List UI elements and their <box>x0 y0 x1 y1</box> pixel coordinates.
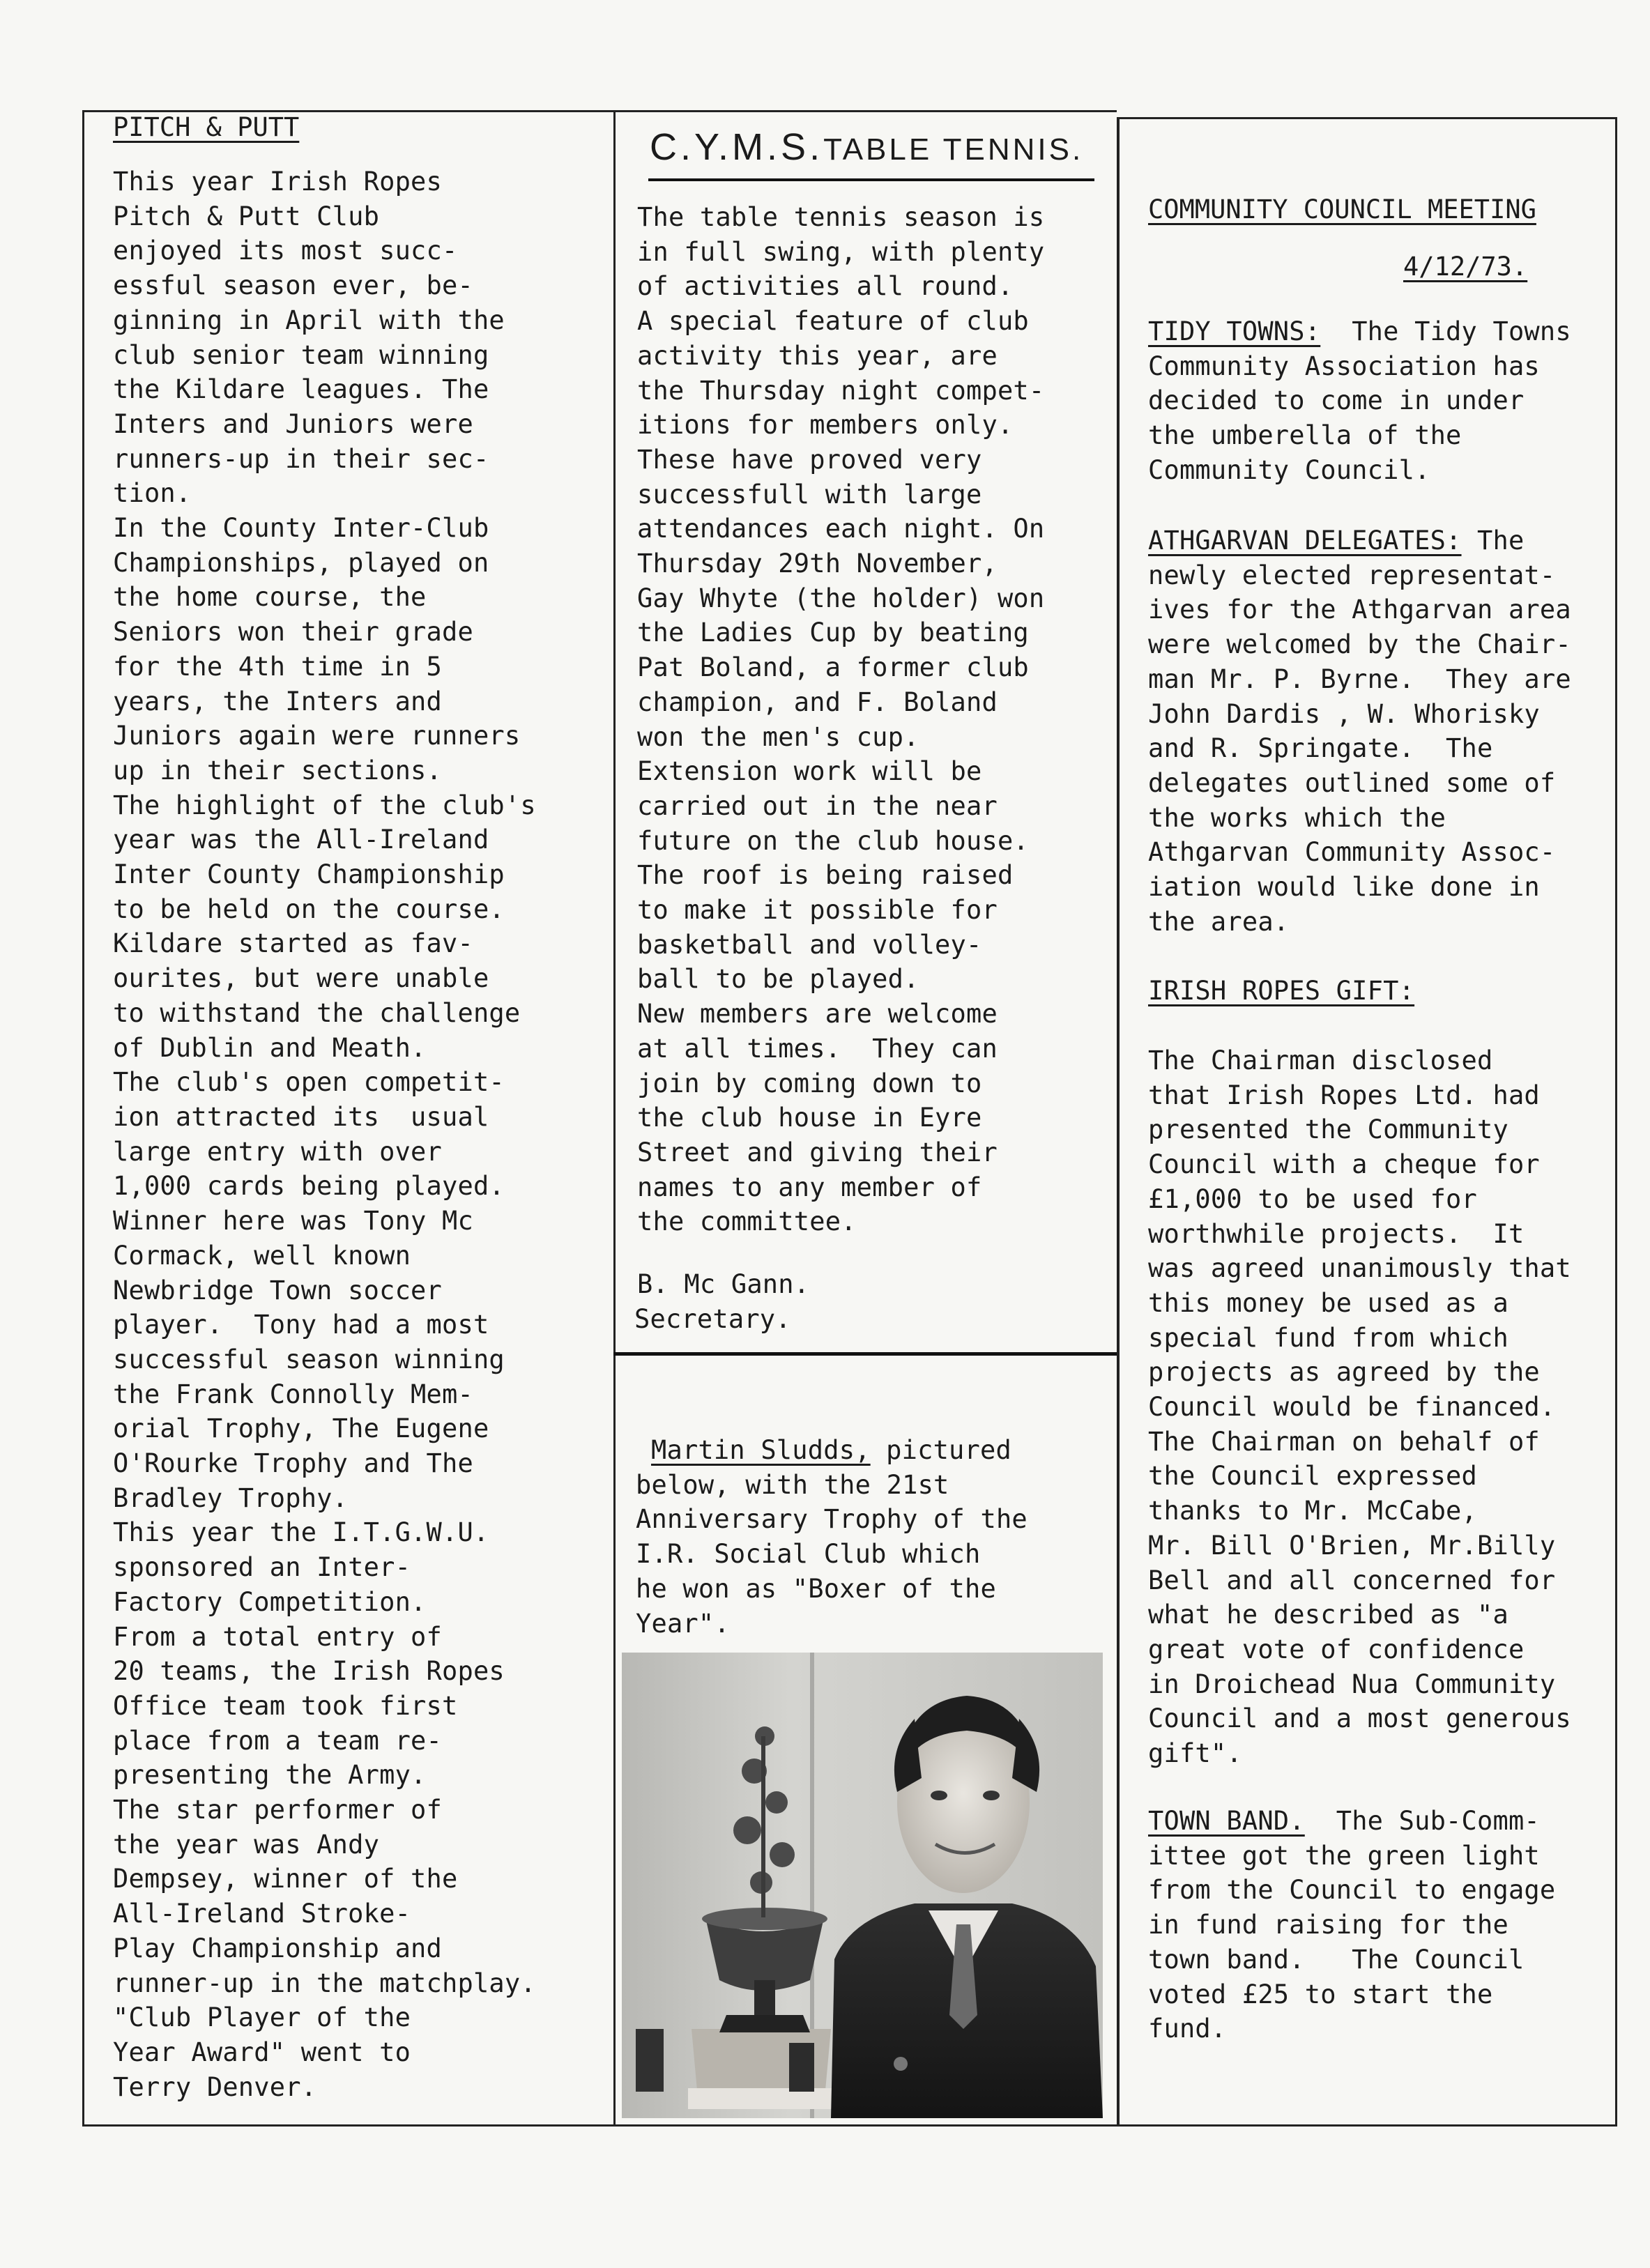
table-tennis-article <box>637 200 1044 1239</box>
text-line: In the County Inter-Club <box>113 513 489 544</box>
text-line: The roof is being raised <box>637 860 1014 891</box>
text-line: gift". <box>1148 1738 1242 1769</box>
text-line: the Thursday night compet- <box>637 375 1045 406</box>
text-line: join by coming down to <box>637 1068 982 1098</box>
text-line: Athgarvan Community Assoc- <box>1148 837 1556 868</box>
text-line: for the 4th time in 5 <box>113 651 442 682</box>
text-line: From a total entry of <box>113 1621 442 1652</box>
text-line: Community Council. <box>1148 454 1430 485</box>
text-line: "Club Player of the <box>113 2002 411 2033</box>
text-line: from the Council to engage <box>1148 1875 1556 1906</box>
table-tennis-heading-prefix: C.Y.M.S. <box>650 126 824 168</box>
text-line: 20 teams, the Irish Ropes <box>113 1656 505 1687</box>
text-line: Year". <box>636 1608 730 1639</box>
text-line: Gay Whyte (the holder) won <box>637 583 1045 613</box>
town-band-heading: TOWN BAND. <box>1148 1806 1305 1836</box>
text-line: the club house in Eyre <box>637 1103 982 1133</box>
text-line: The table tennis season is <box>637 202 1045 232</box>
text-line: projects as agreed by the <box>1148 1357 1540 1388</box>
text-line: place from a team re- <box>113 1725 442 1756</box>
text-line: decided to come in under <box>1148 385 1525 416</box>
text-line: This year the I.T.G.W.U. <box>113 1517 489 1548</box>
text-line: Newbridge Town soccer <box>113 1275 442 1305</box>
text-line: fund. <box>1148 2014 1227 2044</box>
text-line: ourites, but were unable <box>113 963 489 994</box>
text-line: the home course, the <box>113 582 427 613</box>
athgarvan-lines <box>1148 558 1571 940</box>
text-line: won the men's cup. <box>637 721 919 752</box>
text-line: ball to be played. <box>637 964 919 995</box>
text-line: the Kildare leagues. The <box>113 374 489 405</box>
table-tennis-signature <box>634 1267 809 1336</box>
text-line: Council with a cheque for <box>1148 1149 1540 1180</box>
irish-ropes-gift-heading: IRISH ROPES GIFT: <box>1148 976 1415 1006</box>
text-line: O'Rourke Trophy and The <box>113 1448 473 1479</box>
text-line: future on the club house. <box>637 825 1029 856</box>
text-line: This year Irish Ropes <box>113 167 442 197</box>
tidy-towns-section <box>1148 314 1571 488</box>
council-heading: COMMUNITY COUNCIL MEETING <box>1148 194 1536 224</box>
text-line: in fund raising for the <box>1148 1910 1508 1940</box>
text-line: Dempsey, winner of the <box>113 1864 458 1894</box>
text-line: up in their sections. <box>113 755 442 786</box>
text-line: The Chairman on behalf of <box>1148 1426 1540 1457</box>
text-line: Office team took first <box>113 1690 458 1721</box>
text-line: These have proved very <box>637 444 982 475</box>
section-divider <box>613 1352 1117 1356</box>
text-line: Terry Denver. <box>113 2071 317 2102</box>
text-line: Community Association has <box>1148 351 1540 381</box>
text-line: voted £25 to start the <box>1148 1979 1493 2009</box>
photo-caption-first-line: pictured <box>870 1435 1011 1465</box>
pitch-putt-article <box>113 164 536 2104</box>
text-line: The Chairman disclosed <box>1148 1045 1493 1075</box>
text-line: in Droichead Nua Community <box>1148 1669 1556 1699</box>
text-line: the Council expressed <box>1148 1461 1477 1492</box>
text-line: Council would be financed. <box>1148 1392 1556 1423</box>
text-line: the year was Andy <box>113 1829 380 1860</box>
text-line: newly elected representat- <box>1148 560 1556 590</box>
text-line: New members are welcome <box>637 999 998 1029</box>
photo-caption-name: Martin Sludds, <box>651 1435 871 1465</box>
text-line: to withstand the challenge <box>113 997 521 1028</box>
text-line: presented the Community <box>1148 1114 1508 1145</box>
text-line: A special feature of club <box>637 306 1029 337</box>
table-tennis-heading <box>650 125 1083 169</box>
text-line: Play Championship and <box>113 1933 442 1963</box>
photo-caption <box>636 1433 1028 1641</box>
athgarvan-first-line: The <box>1461 526 1525 555</box>
text-line: names to any member of <box>637 1172 982 1202</box>
text-line: Inter County Championship <box>113 859 505 890</box>
text-line: that Irish Ropes Ltd. had <box>1148 1080 1540 1110</box>
text-line: what he described as "a <box>1148 1600 1508 1630</box>
text-line: The club's open competit- <box>113 1067 505 1098</box>
text-line: presenting the Army. <box>113 1760 427 1791</box>
text-line: 1,000 cards being played. <box>113 1171 505 1202</box>
text-line: this money be used as a <box>1148 1287 1508 1318</box>
text-line: ginning in April with the <box>113 305 505 335</box>
text-line: Seniors won their grade <box>113 617 473 648</box>
town-band-lines <box>1148 1839 1555 2046</box>
athgarvan-section <box>1148 523 1571 939</box>
text-line: Pat Boland, a former club <box>637 652 1029 683</box>
signature-title: Secretary. <box>634 1303 791 1334</box>
text-line: and R. Springate. The <box>1148 733 1493 764</box>
text-line: £1,000 to be used for <box>1148 1183 1477 1214</box>
text-line: Council and a most generous <box>1148 1703 1571 1734</box>
text-line: basketball and volley- <box>637 929 982 960</box>
text-line: runners-up in their sec- <box>113 443 489 474</box>
text-line: Kildare started as fav- <box>113 928 473 959</box>
text-line: iation would like done in <box>1148 872 1540 903</box>
athgarvan-heading: ATHGARVAN DELEGATES: <box>1148 526 1462 555</box>
text-line: All-Ireland Stroke- <box>113 1899 411 1929</box>
text-line: at all times. They can <box>637 1033 998 1064</box>
text-line: I.R. Social Club which <box>636 1539 981 1570</box>
irish-ropes-gift-lines <box>1148 1043 1571 1771</box>
text-line: of activities all round. <box>637 271 1014 302</box>
text-line: the area. <box>1148 906 1290 937</box>
text-line: Thursday 29th November, <box>637 549 998 579</box>
text-line: carried out in the near <box>637 790 998 821</box>
text-line: player. Tony had a most <box>113 1310 489 1340</box>
text-line: Mr. Bill O'Brien, Mr.Billy <box>1148 1530 1556 1561</box>
text-line: Street and giving their <box>637 1137 998 1167</box>
text-line: The highlight of the club's <box>113 790 536 820</box>
tidy-towns-lines <box>1148 349 1571 488</box>
text-line: ives for the Athgarvan area <box>1148 595 1571 625</box>
text-line: the Frank Connolly Mem- <box>113 1379 473 1409</box>
text-line: of Dublin and Meath. <box>113 1032 427 1063</box>
text-line: Juniors again were runners <box>113 721 521 751</box>
text-line: tion. <box>113 478 192 509</box>
text-line: the umberella of the <box>1148 420 1462 451</box>
tidy-towns-heading: TIDY TOWNS: <box>1148 316 1321 346</box>
text-line: thanks to Mr. McCabe, <box>1148 1496 1477 1526</box>
town-band-first-line: The Sub-Comm- <box>1304 1806 1540 1836</box>
text-line: club senior team winning <box>113 339 489 370</box>
text-line: worthwhile projects. It <box>1148 1218 1525 1249</box>
text-line: special fund from which <box>1148 1322 1508 1353</box>
text-line: Winner here was Tony Mc <box>113 1206 473 1236</box>
text-line: the works which the <box>1148 802 1446 833</box>
text-line: ittee got the green light <box>1148 1840 1540 1871</box>
text-line: itions for members only. <box>637 410 1014 440</box>
text-line: Extension work will be <box>637 756 982 787</box>
photo-caption-lines <box>636 1468 1028 1641</box>
text-line: great vote of confidence <box>1148 1634 1525 1664</box>
text-line: Inters and Juniors were <box>113 408 473 439</box>
text-line: man Mr. P. Byrne. They are <box>1148 664 1571 694</box>
text-line: successful season winning <box>113 1344 505 1374</box>
table-tennis-heading-rule <box>648 178 1094 181</box>
text-line: Factory Competition. <box>113 1586 427 1617</box>
text-line: year was the All-Ireland <box>113 825 489 855</box>
text-line: Anniversary Trophy of the <box>636 1504 1028 1535</box>
text-line: years, the Inters and <box>113 686 442 717</box>
text-line: enjoyed its most succ- <box>113 236 458 266</box>
text-line: below, with the 21st <box>636 1469 949 1500</box>
tidy-towns-first-line: The Tidy Towns <box>1320 316 1571 346</box>
text-line: sponsored an Inter- <box>113 1552 411 1583</box>
text-line: successfull with large <box>637 479 982 509</box>
signature-name: B. Mc Gann. <box>637 1269 810 1299</box>
text-line: to be held on the course. <box>113 894 505 924</box>
text-line: Pitch & Putt Club <box>113 201 380 231</box>
pitch-putt-heading: PITCH & PUTT <box>113 112 300 142</box>
text-line: Cormack, well known <box>113 1240 411 1271</box>
text-line: Year Award" went to <box>113 2037 411 2067</box>
text-line: was agreed unanimously that <box>1148 1253 1571 1284</box>
text-line: John Dardis , W. Whorisky <box>1148 698 1540 729</box>
text-line: town band. The Council <box>1148 1944 1525 1975</box>
text-line: Bell and all concerned for <box>1148 1565 1556 1595</box>
boxer-trophy-photo <box>622 1653 1103 2118</box>
text-line: large entry with over <box>113 1136 442 1167</box>
text-line: ion attracted its usual <box>113 1101 489 1132</box>
table-tennis-heading-rest: TABLE TENNIS. <box>823 132 1084 167</box>
text-line: attendances each night. On <box>637 514 1045 544</box>
text-line: essful season ever, be- <box>113 270 473 301</box>
text-line: The star performer of <box>113 1795 442 1825</box>
text-line: he won as "Boxer of the <box>636 1573 996 1604</box>
text-line: the committee. <box>637 1206 857 1237</box>
town-band-section <box>1148 1804 1555 2046</box>
text-line: orial Trophy, The Eugene <box>113 1413 489 1444</box>
text-line: delegates outlined some of <box>1148 767 1556 798</box>
text-line: were welcomed by the Chair- <box>1148 629 1571 660</box>
text-line: to make it possible for <box>637 895 998 926</box>
text-line: Bradley Trophy. <box>113 1482 349 1513</box>
text-line: champion, and F. Boland <box>637 687 998 717</box>
text-line: in full swing, with plenty <box>637 236 1045 267</box>
meeting-date: 4/12/73. <box>1403 252 1528 282</box>
text-line: the Ladies Cup by beating <box>637 618 1029 648</box>
text-line: activity this year, are <box>637 340 998 371</box>
text-line: Championships, played on <box>113 547 489 578</box>
text-line: runner-up in the matchplay. <box>113 1968 536 1998</box>
